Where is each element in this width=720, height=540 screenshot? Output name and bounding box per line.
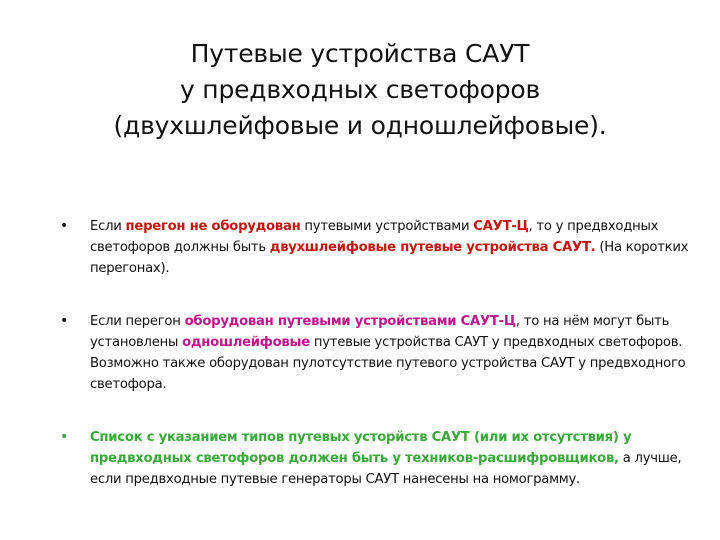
bullet-text: а лучше, если предвходные путевые генераторы САУТ нанесены на номограмму. <box>90 451 682 487</box>
bullet-item-3 <box>58 427 698 490</box>
bullet-marker: • <box>60 429 69 445</box>
title-line-3: (двухшлейфовые и одношлейфовые). <box>113 111 607 140</box>
bullet-text: (На коротких перегонах). <box>90 240 689 276</box>
highlight-text: двухшлейфовые путевые устройства САУТ. <box>269 240 596 255</box>
bullet-text: Если перегон <box>90 314 185 329</box>
bullet-marker: • <box>60 218 69 234</box>
bullet-item-2 <box>58 311 698 395</box>
highlight-text: одношлейфовые <box>182 335 310 350</box>
title-line-1: Путевые устройства САУТ <box>190 39 530 68</box>
bullet-item-1 <box>58 216 698 279</box>
slide-title <box>60 36 660 144</box>
highlight-text: перегон не оборудован <box>125 219 301 234</box>
highlight-text: оборудован путевыми устройствами САУТ-Ц <box>184 314 516 329</box>
title-line-2: у предвходных светофоров <box>179 75 541 104</box>
bullet-text: Если <box>90 219 126 234</box>
bullet-text: путевые устройства САУТ у предвходных светофоров. Возможно также оборудован пулотсутствие путевого устройства САУТ у предвходного светофора. <box>90 335 686 392</box>
highlight-text: Список с указанием типов путевых усторйств САУТ (или их отсутствия) у предвходных светофоров должен быть у техников-расшифровщиков, <box>90 430 632 466</box>
bullet-text: , то на нём могут быть установлены <box>90 314 670 350</box>
bullet-list <box>58 216 698 490</box>
bullet-text: , то у предвходных светофоров должны быть <box>90 219 659 255</box>
bullet-text: путевыми устройствами <box>300 219 474 234</box>
bullet-marker: • <box>60 313 69 329</box>
highlight-text: САУТ-Ц <box>473 219 529 234</box>
